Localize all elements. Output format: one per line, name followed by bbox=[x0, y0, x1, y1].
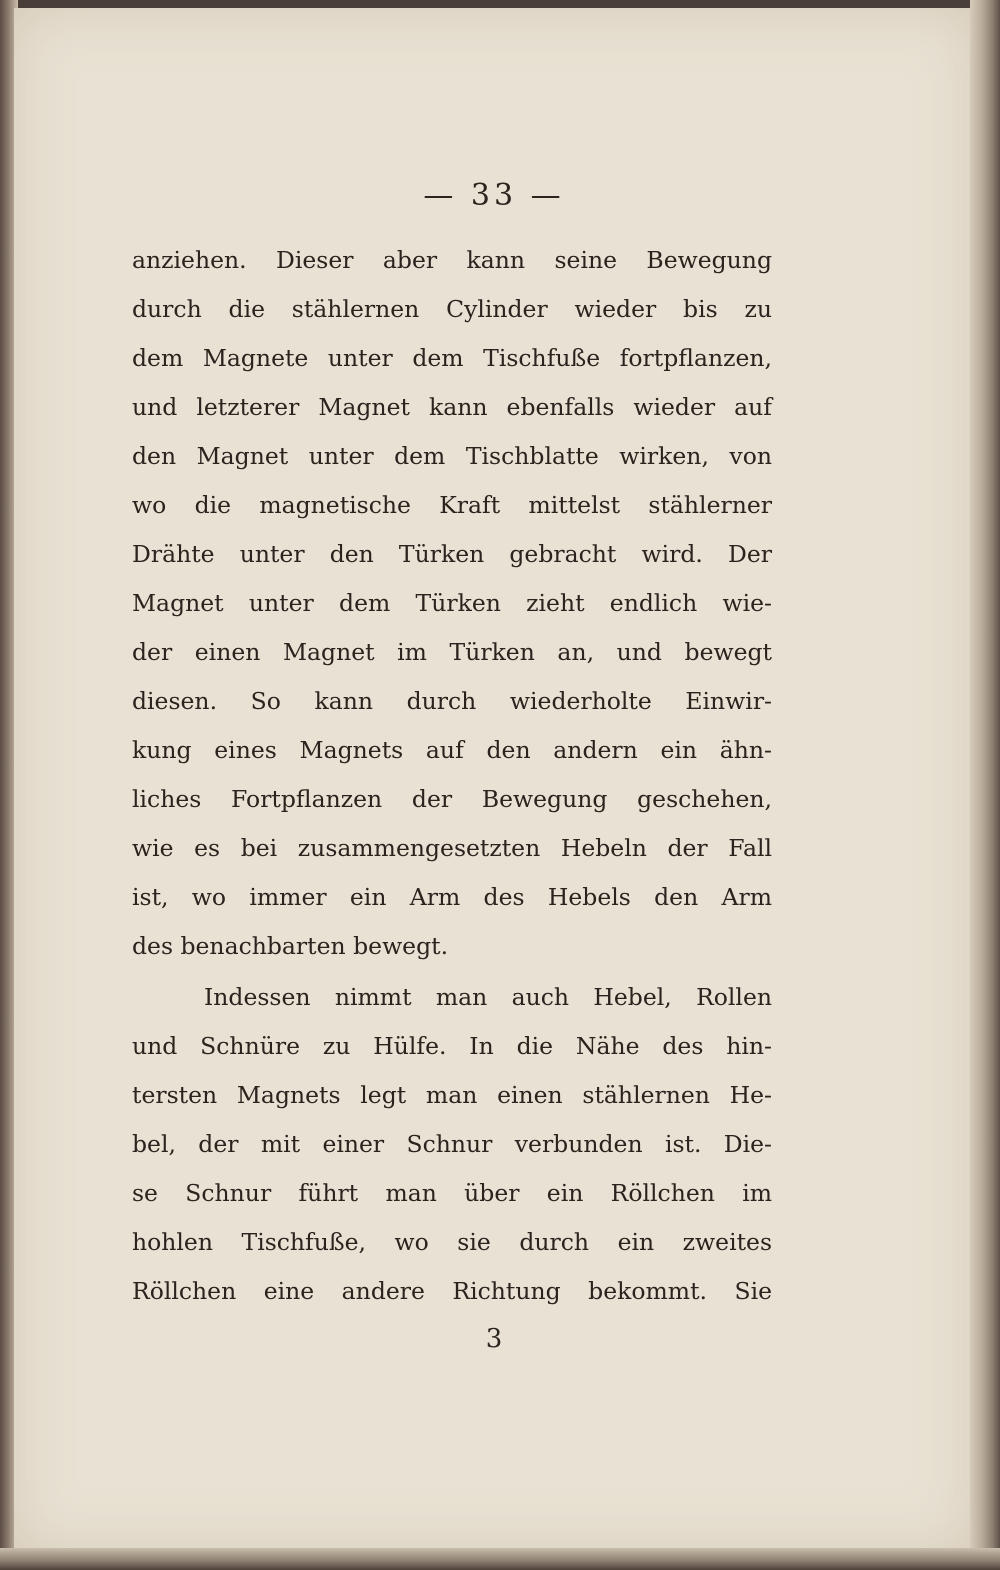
signature-mark: 3 bbox=[485, 1324, 503, 1354]
text-line: liches Fortpflanzen der Bewegung geschehen, bbox=[132, 785, 772, 813]
text-line: anziehen. Dieser aber kann seine Bewegung bbox=[132, 246, 772, 274]
text-line: se Schnur führt man über ein Röllchen im bbox=[132, 1179, 772, 1207]
fore-edge bbox=[970, 0, 1000, 1570]
paragraph-start-line: Indessen nimmt man auch Hebel, Rollen bbox=[204, 983, 772, 1011]
paragraph-end-line: des benachbarten bewegt. bbox=[132, 932, 449, 960]
text-line: Drähte unter den Türken gebracht wird. Der bbox=[132, 540, 772, 568]
text-line: der einen Magnet im Türken an, und bewegt bbox=[132, 638, 772, 666]
text-line: bel, der mit einer Schnur verbunden ist. Die- bbox=[132, 1130, 772, 1158]
bottom-edge bbox=[0, 1548, 1000, 1570]
text-line: durch die stählernen Cylinder wieder bis zu bbox=[132, 295, 772, 323]
text-line: Magnet unter dem Türken zieht endlich wie- bbox=[132, 589, 772, 617]
text-line: und Schnüre zu Hülfe. In die Nähe des hin- bbox=[132, 1032, 772, 1060]
page-sheet bbox=[14, 8, 974, 1553]
text-line: wie es bei zusammengesetzten Hebeln der Fall bbox=[132, 834, 772, 862]
text-line: wo die magnetische Kraft mittelst stählerner bbox=[132, 491, 772, 519]
body-text bbox=[132, 236, 772, 1316]
text-line: Röllchen eine andere Richtung bekommt. Sie bbox=[132, 1277, 772, 1305]
text-line: ist, wo immer ein Arm des Hebels den Arm bbox=[132, 883, 772, 911]
page-number-header: — 33 — bbox=[423, 178, 565, 213]
text-line: dem Magnete unter dem Tischfuße fortpflanzen, bbox=[132, 344, 772, 372]
text-line: kung eines Magnets auf den andern ein ähn- bbox=[132, 736, 772, 764]
text-line: hohlen Tischfuße, wo sie durch ein zweites bbox=[132, 1228, 772, 1256]
text-line: diesen. So kann durch wiederholte Einwir- bbox=[132, 687, 772, 715]
text-line: den Magnet unter dem Tischblatte wirken, von bbox=[132, 442, 772, 470]
text-line: tersten Magnets legt man einen stählernen He- bbox=[132, 1081, 772, 1109]
text-line: und letzterer Magnet kann ebenfalls wieder auf bbox=[132, 393, 772, 421]
